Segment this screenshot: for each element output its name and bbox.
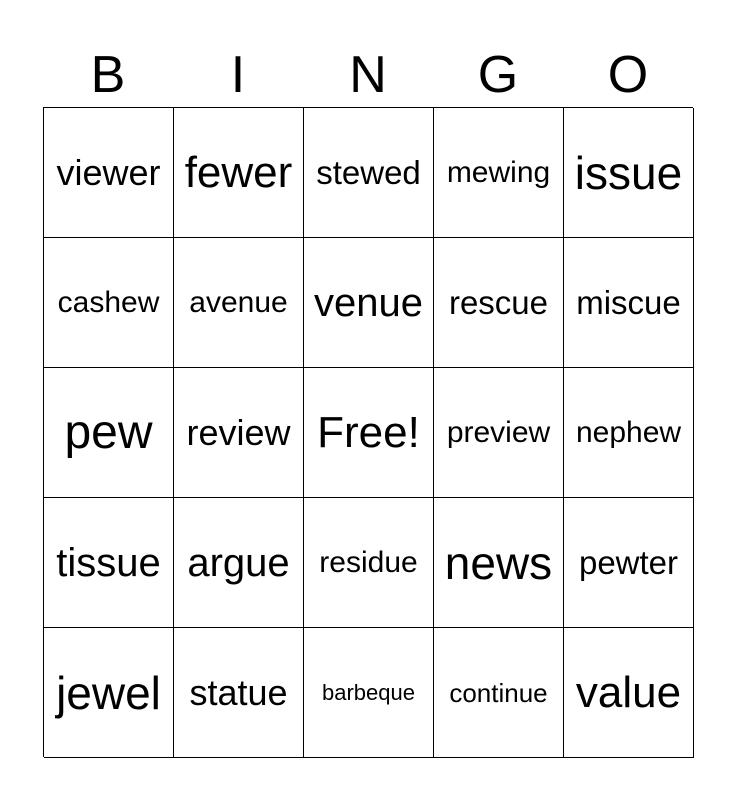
- bingo-cell[interactable]: jewel: [44, 628, 174, 758]
- bingo-cell[interactable]: avenue: [174, 238, 304, 368]
- bingo-cell[interactable]: fewer: [174, 108, 304, 238]
- bingo-cell[interactable]: stewed: [304, 108, 434, 238]
- bingo-cell[interactable]: barbeque: [304, 628, 434, 758]
- bingo-cell[interactable]: issue: [564, 108, 694, 238]
- bingo-cell[interactable]: tissue: [44, 498, 174, 628]
- bingo-cell[interactable]: argue: [174, 498, 304, 628]
- bingo-grid: [43, 107, 693, 757]
- bingo-header: [43, 40, 693, 110]
- bingo-cell[interactable]: value: [564, 628, 694, 758]
- header-letter-n: N: [349, 46, 387, 104]
- bingo-cell[interactable]: mewing: [434, 108, 564, 238]
- bingo-cell[interactable]: miscue: [564, 238, 694, 368]
- bingo-cell[interactable]: pewter: [564, 498, 694, 628]
- bingo-cell[interactable]: viewer: [44, 108, 174, 238]
- header-letter-g: G: [477, 46, 519, 104]
- header-letter-i: I: [230, 46, 246, 104]
- bingo-cell[interactable]: news: [434, 498, 564, 628]
- bingo-cell[interactable]: residue: [304, 498, 434, 628]
- bingo-cell[interactable]: preview: [434, 368, 564, 498]
- bingo-cell[interactable]: nephew: [564, 368, 694, 498]
- free-space-cell[interactable]: Free!: [304, 368, 434, 498]
- bingo-cell[interactable]: rescue: [434, 238, 564, 368]
- bingo-cell[interactable]: review: [174, 368, 304, 498]
- header-letter-b: B: [90, 46, 126, 104]
- header-letter-o: O: [607, 46, 649, 104]
- bingo-cell[interactable]: venue: [304, 238, 434, 368]
- bingo-cell[interactable]: cashew: [44, 238, 174, 368]
- bingo-cell[interactable]: continue: [434, 628, 564, 758]
- bingo-cell[interactable]: statue: [174, 628, 304, 758]
- bingo-cell[interactable]: pew: [44, 368, 174, 498]
